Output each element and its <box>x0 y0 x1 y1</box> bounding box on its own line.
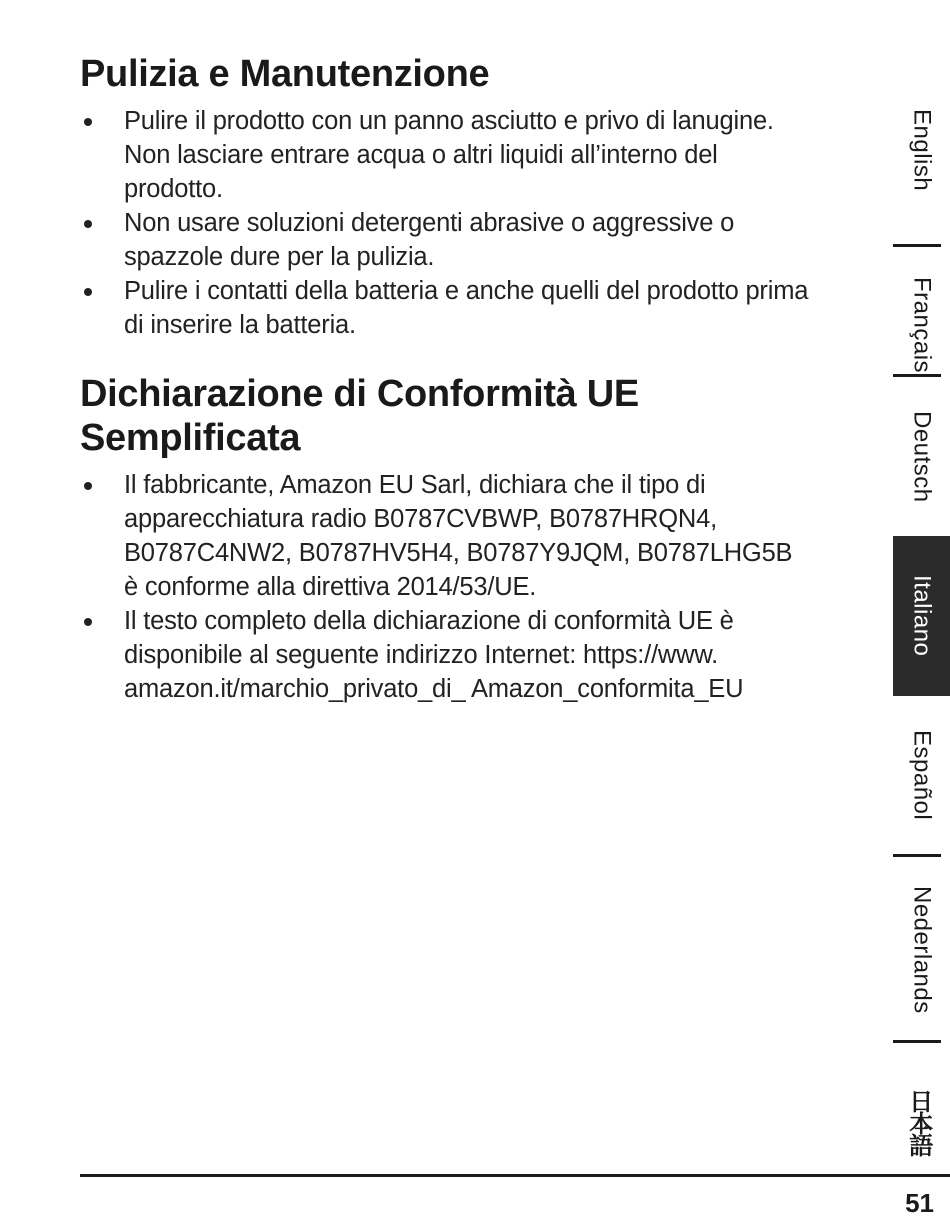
tab-english[interactable]: English <box>908 108 936 192</box>
bullet-icon <box>84 288 92 296</box>
section-title-conformity: Dichiarazione di Conformità UE Semplificata <box>80 373 639 459</box>
list-item: Il fabbricante, Amazon EU Sarl, dichiara che il tipo di apparecchiatura radio B0787CVBWP, B0787HRQN4, B0787C4NW2, B0787HV5H4, B0787Y9JQM, B0787LHG5B è conforme alla direttiva 2014/53/UE. <box>80 468 870 604</box>
tab-francais[interactable]: Français <box>908 276 936 374</box>
bullet-icon <box>84 220 92 228</box>
bullet-icon <box>84 618 92 626</box>
list-item: Non usare soluzioni detergenti abrasive o aggressive o spazzole dure per la pulizia. <box>80 206 870 274</box>
list-item: Pulire i contatti della batteria e anche quelli del prodotto prima di inserire la batteria. <box>80 274 870 342</box>
list-item: Pulire il prodotto con un panno asciutto e privo di lanugine. Non lasciare entrare acqua o altri liquidi all’interno del prodotto. <box>80 104 870 206</box>
conformity-list <box>80 468 870 706</box>
tab-espanol[interactable]: Español <box>908 729 936 821</box>
list-item: Il testo completo della dichiarazione di conformità UE è disponibile al seguente indirizzo Internet: https://www. amazon.it/marchio_privato_di_ Amazon_conformita_EU <box>80 604 870 706</box>
section-title-cleaning: Pulizia e Manutenzione <box>80 53 490 95</box>
main-content <box>80 52 870 706</box>
tab-divider <box>893 374 941 377</box>
tab-italiano[interactable]: Italiano <box>893 536 950 696</box>
cleaning-list <box>80 104 870 342</box>
tab-nederlands[interactable]: Nederlands <box>908 886 936 1014</box>
tab-japanese-label: 日 本 語 <box>909 1089 934 1160</box>
tab-divider <box>893 1040 941 1043</box>
footer-divider <box>80 1174 950 1177</box>
bullet-icon <box>84 482 92 490</box>
tab-divider <box>893 244 941 247</box>
bullet-icon <box>84 118 92 126</box>
page-number: 51 <box>905 1188 934 1218</box>
tab-deutsch[interactable]: Deutsch <box>908 411 936 503</box>
tab-japanese[interactable] <box>893 1075 950 1175</box>
tab-divider <box>893 854 941 857</box>
